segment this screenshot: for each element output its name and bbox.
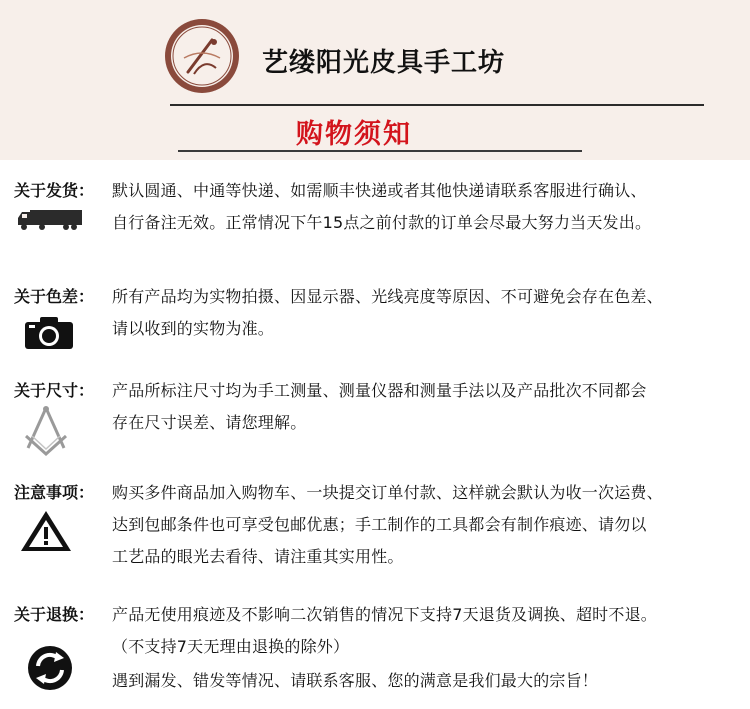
truck-icon: [16, 208, 84, 232]
section-text-line: 默认圆通、中通等快递、如需顺丰快递或者其他快递请联系客服进行确认、: [112, 181, 647, 200]
compass-square-icon: [20, 404, 72, 456]
warning-icon: [18, 508, 74, 554]
page-title: 购物须知: [296, 119, 412, 150]
section-text-line: 工艺品的眼光去看待、请注重其实用性。: [112, 547, 404, 566]
divider-bottom: [178, 150, 582, 152]
header: [0, 0, 750, 160]
section-text-line: 所有产品均为实物拍摄、因显示器、光线亮度等原因、不可避免会存在色差、: [112, 287, 663, 306]
section-text-line: 请以收到的实物为准。: [112, 319, 275, 338]
section-text-line: 遇到漏发、错发等情况、请联系客服、您的满意是我们最大的宗旨！: [112, 671, 599, 690]
camera-icon: [24, 316, 74, 350]
section-text-line: 产品无使用痕迹及不影响二次销售的情况下支持7天退货及调换、超时不退。: [112, 605, 657, 624]
section-text-line: 存在尺寸误差、请您理解。: [112, 413, 307, 432]
divider-top: [170, 104, 704, 106]
section-text-line: 购买多件商品加入购物车、一块提交订单付款、这样就会默认为收一次运费、: [112, 483, 663, 502]
section-label: 关于尺寸：: [14, 381, 95, 400]
section-label: 注意事项：: [14, 483, 95, 502]
section-text-line: 产品所标注尺寸均为手工测量、测量仪器和测量手法以及产品批次不同都会: [112, 381, 647, 400]
section-text-line: 达到包邮条件也可享受包邮优惠；手工制作的工具都会有制作痕迹、请勿以: [112, 515, 647, 534]
section-text-line: 自行备注无效。正常情况下午15点之前付款的订单会尽最大努力当天发出。: [112, 213, 652, 232]
section-label: 关于发货：: [14, 181, 95, 200]
exchange-icon: [26, 644, 74, 692]
brand-logo-icon: [164, 18, 240, 94]
section-label: 关于退换：: [14, 605, 95, 624]
section-label: 关于色差：: [14, 287, 95, 306]
section-text-line: （不支持7天无理由退换的除外）: [112, 637, 350, 656]
brand-name: 艺缕阳光皮具手工坊: [262, 48, 506, 78]
